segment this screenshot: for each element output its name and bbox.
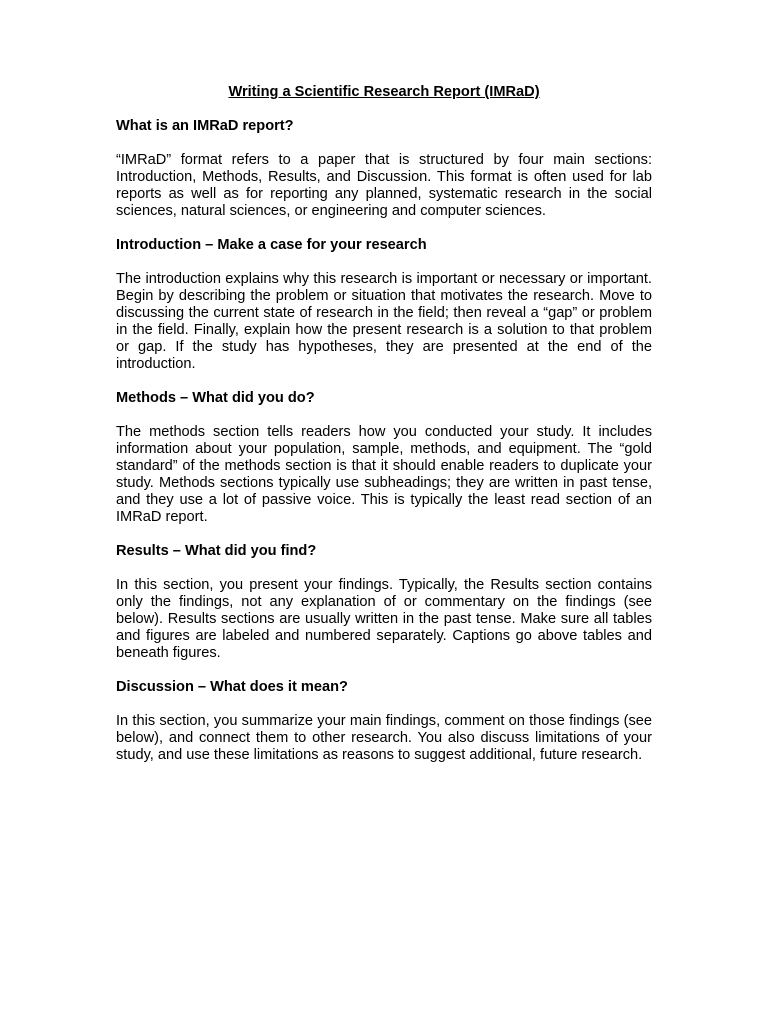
- section-body-introduction: The introduction explains why this research is important or necessary or important. Begin by describing the problem or situation that motivates the research. Move to discussing the current state of research in the field; then reveal a “gap” or problem in the field. Finally, explain how the present research is a solution to that problem or gap. If the study has hypotheses, they are presented at the end of the introduction.: [116, 271, 652, 372]
- section-heading-imrad: What is an IMRaD report?: [116, 118, 294, 134]
- section-body-results: In this section, you present your findings. Typically, the Results section contains only the findings, not any explanation of or commentary on the findings (see below). Results sections are usually written in the past tense. Make sure all tables and figures are labeled and numbered separately. Captions go above tables and beneath figures.: [116, 577, 652, 661]
- document-page: [116, 84, 652, 781]
- section-heading-results: Results – What did you find?: [116, 543, 317, 559]
- section-body-discussion: In this section, you summarize your main findings, comment on those findings (see below), and connect them to other research. You also discuss limitations of your study, and use these limitations as reasons to suggest additional, future research.: [116, 713, 652, 763]
- section-heading-discussion: Discussion – What does it mean?: [116, 679, 348, 695]
- section-heading-introduction: Introduction – Make a case for your research: [116, 237, 427, 253]
- section-heading-methods: Methods – What did you do?: [116, 390, 315, 406]
- section-body-imrad: “IMRaD” format refers to a paper that is structured by four main sections: Introduction, Methods, Results, and Discussion. This format is often used for lab reports as well as for reporting any planned, systematic research in the social sciences, natural sciences, or engineering and computer sciences.: [116, 152, 652, 219]
- section-body-methods: The methods section tells readers how you conducted your study. It includes information about your population, sample, methods, and equipment. The “gold standard” of the methods section is that it should enable readers to duplicate your study. Methods sections typically use subheadings; they are written in past tense, and they use a lot of passive voice. This is typically the least read section of an IMRaD report.: [116, 424, 652, 525]
- document-title: Writing a Scientific Research Report (IMRaD): [228, 84, 540, 100]
